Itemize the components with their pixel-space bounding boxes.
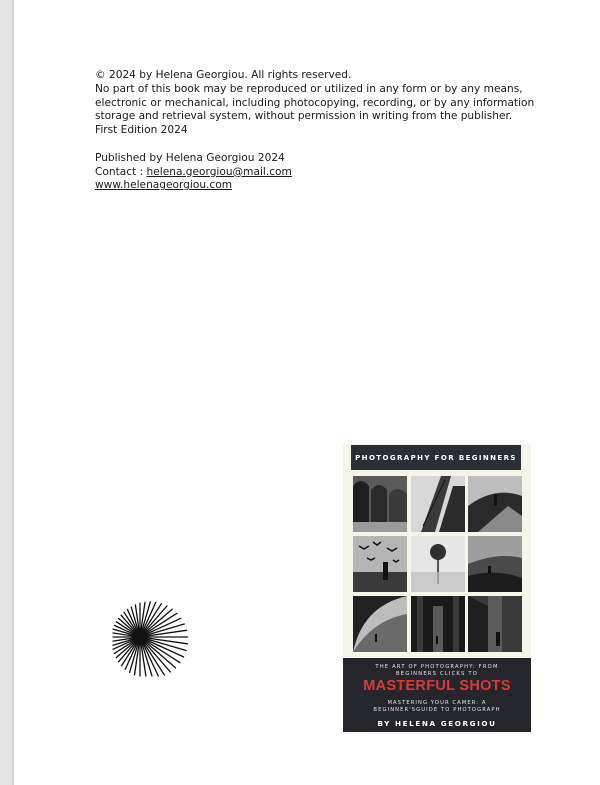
contact-line: [95, 166, 560, 180]
sunburst-center: [133, 630, 147, 644]
photo-tunnel: [468, 476, 522, 532]
publisher-line: Published by Helena Georgiou 2024: [95, 151, 285, 164]
sunburst-logo: [112, 575, 214, 677]
copyright-line: © 2024 by Helena Georgiou. All rights reserved.: [95, 69, 352, 81]
cover-subtitle: MASTERING YOUR CAMER: A BEGINNER'SGUIDE TO PHOTOGRAPH: [373, 700, 501, 713]
contact-label: Contact :: [95, 165, 147, 178]
website-link[interactable]: www.helenageorgiou.com: [95, 179, 233, 192]
copyright-notice: [95, 69, 560, 193]
photo-arches: [353, 476, 407, 532]
website-line: [95, 179, 560, 193]
page-edge-gutter: [0, 0, 14, 785]
cover-photo-panel: [343, 444, 531, 657]
photo-birds: [353, 536, 407, 592]
cover-header-label: PHOTOGRAPHY FOR BEGINNERS: [351, 445, 521, 470]
cover-author: BY HELENA GEORGIOU: [377, 719, 497, 728]
contact-email-link[interactable]: helena.georgiou@mail.com: [146, 165, 292, 178]
photo-tree: [411, 536, 465, 592]
photo-bridge: [411, 476, 465, 532]
photo-alley: [468, 596, 522, 652]
photo-beach: [468, 536, 522, 592]
cover-title-panel: [343, 658, 531, 732]
rights-statement: No part of this book may be reproduced or utilized in any form or by any means, electronic or mechanical, including photocopying, recording, or by any information storage and retrieval system, without permission in writing from the publisher.: [95, 82, 535, 123]
photo-curve-wall: [353, 596, 407, 652]
book-cover: [343, 444, 531, 732]
cover-title: MASTERFUL SHOTS: [363, 678, 511, 694]
photo-corridor: [411, 596, 465, 652]
edition-line: First Edition 2024: [95, 124, 188, 137]
cover-tagline: THE ART OF PHOTOGRAPHY: FROM BEGINNERS CLICKS TO: [375, 664, 499, 677]
